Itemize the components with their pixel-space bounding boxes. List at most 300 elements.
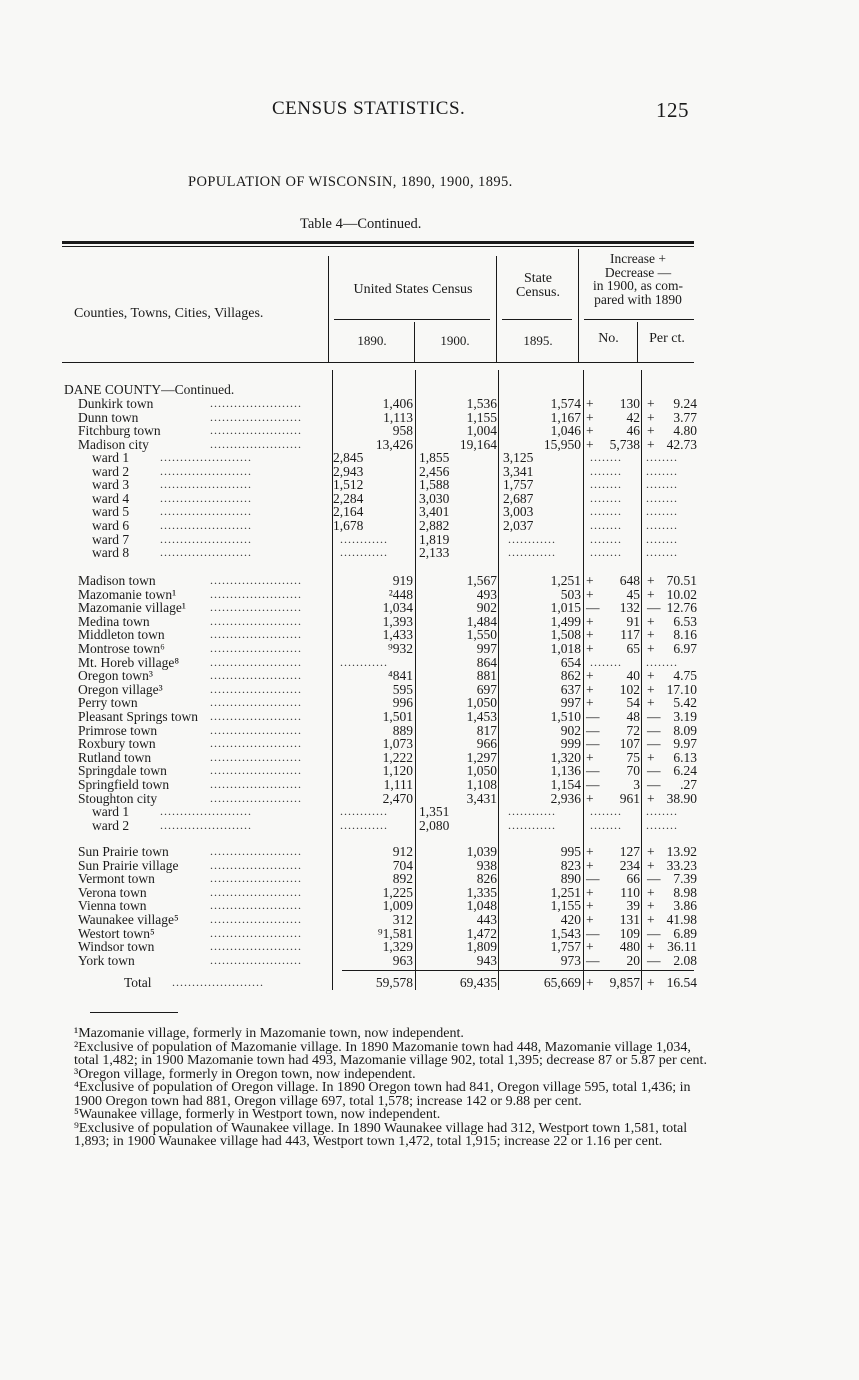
cell-1900: 1,453 <box>466 709 497 724</box>
cell-1890: 312 <box>392 912 413 927</box>
cell-1895: 1,757 <box>503 477 534 493</box>
blank-leader: ............ <box>508 817 556 832</box>
footnote: ³Oregon village, formerly in Oregon town, now independent. <box>74 1066 416 1082</box>
cell-no: 65 <box>626 641 640 656</box>
total-row <box>0 976 859 990</box>
cell-1895: 902 <box>560 722 581 738</box>
table-row <box>0 411 859 425</box>
cell-1900: 1,050 <box>466 695 497 711</box>
cell-1895: 1,018 <box>550 641 581 656</box>
cell-1895: 3,341 <box>503 463 534 479</box>
sign-no: + <box>586 695 594 711</box>
cell-pct: 2.08 <box>673 952 697 968</box>
row-name: Vienna town <box>78 898 147 914</box>
row-name: Verona town <box>78 884 147 900</box>
dot-leader: ....................... <box>210 898 302 913</box>
sign-no: + <box>586 396 594 411</box>
cell-1900: 1,039 <box>466 844 497 859</box>
cell-1895: 890 <box>560 871 581 887</box>
row-name: Dunn town <box>78 409 139 425</box>
cell-pct: 3.86 <box>673 898 697 914</box>
sign-no: + <box>586 668 594 684</box>
table-row <box>0 764 859 778</box>
col-header-1895: 1895. <box>523 333 553 348</box>
sign-no: + <box>586 898 594 914</box>
cell-1900: 2,080 <box>419 817 450 833</box>
cell-1890: ⁹932 <box>388 641 413 656</box>
cell-no: 648 <box>619 573 640 588</box>
sign-pct: + <box>647 912 655 927</box>
cell-no: 54 <box>626 695 640 711</box>
sign-no: + <box>586 857 594 873</box>
cell-1895: 1,320 <box>550 749 581 765</box>
cell-1900: 1,536 <box>466 396 497 411</box>
table-row <box>0 397 859 411</box>
dot-leader: ....................... <box>210 736 302 751</box>
table-row <box>0 899 859 913</box>
cell-1900: 493 <box>476 586 497 602</box>
sign-pct: + <box>647 423 655 439</box>
blank-leader: ........ <box>646 545 678 560</box>
row-name: Mazomanie town¹ <box>78 586 177 602</box>
cell-no: 72 <box>626 722 640 738</box>
row-name: Perry town <box>78 695 138 711</box>
cell-1895: 3,003 <box>503 504 534 520</box>
dot-leader: ....................... <box>210 722 302 737</box>
sign-no: + <box>586 613 594 629</box>
dot-leader: ....................... <box>210 573 302 587</box>
row-name: ward 1 <box>92 450 130 465</box>
dot-leader: ....................... <box>210 423 302 438</box>
cell-pct: 38.90 <box>666 790 697 806</box>
cell-no: 70 <box>626 763 640 779</box>
row-name: Windsor town <box>78 939 155 955</box>
cell-1900: 697 <box>476 681 497 697</box>
row-name: Middleton town <box>78 627 165 643</box>
sign-pct: + <box>647 749 655 765</box>
blank-leader: ........ <box>590 531 622 546</box>
cell-1890: 1,222 <box>382 749 413 765</box>
row-name: Oregon village³ <box>78 681 163 697</box>
cell-pct: 9.24 <box>673 396 697 411</box>
cell-pct: 13.92 <box>666 844 697 859</box>
cell-1900: 1,048 <box>466 898 497 914</box>
cell-pct: 8.98 <box>673 884 697 900</box>
row-name: ward 8 <box>92 545 130 561</box>
row-name: ward 1 <box>92 804 130 819</box>
row-name: ward 4 <box>92 490 130 506</box>
cell-1895: 862 <box>560 668 581 684</box>
table-row <box>0 588 859 602</box>
table-row <box>0 656 859 670</box>
cell-1890: 1,034 <box>382 600 413 616</box>
table-row <box>0 927 859 941</box>
cell-no: 9,857 <box>609 975 640 990</box>
table-row <box>0 778 859 792</box>
row-name: Madison city <box>78 436 149 452</box>
dot-leader: ....................... <box>210 925 302 940</box>
table-row <box>0 954 859 968</box>
cell-1895: 1,499 <box>550 613 581 629</box>
cell-no: 102 <box>619 681 640 697</box>
footnote: ⁴Exclusive of population of Oregon village. In 1890 Oregon town had 841, Oregon village 595, total 1,436; in 1900 Oregon town had 881, Oregon village 697, total 1,578; increase 142 or 9.88 per cent. <box>74 1080 691 1109</box>
cell-1890: 958 <box>392 423 413 439</box>
dot-leader: ....................... <box>210 695 302 710</box>
sign-no: + <box>586 939 594 955</box>
row-name: Vermont town <box>78 871 155 887</box>
cell-1895: 3,125 <box>503 450 534 465</box>
row-name: Rutland town <box>78 749 152 765</box>
blank-leader: ........ <box>646 463 678 478</box>
blank-leader: ............ <box>340 817 388 832</box>
cell-1890: ⁹1,581 <box>377 925 413 941</box>
cell-1890: ⁴841 <box>388 668 413 684</box>
cell-no: 75 <box>626 749 640 765</box>
table-row <box>0 451 859 465</box>
sign-pct: + <box>647 436 655 452</box>
cell-1900: 938 <box>476 857 497 873</box>
dot-leader: ....................... <box>210 668 302 683</box>
blank-leader: ........ <box>646 531 678 546</box>
cell-1890: 2,470 <box>382 790 413 806</box>
footnote: ²Exclusive of population of Mazomanie village. In 1890 Mazomanie town had 448, Mazomanie village 1,034, total 1,482; in 1900 Mazomanie town had 493, Mazomanie village 902, total 1,395; decrease 87 or 5.87 per cent. <box>74 1039 707 1068</box>
table-row <box>0 519 859 533</box>
cell-1900: 1,484 <box>466 613 497 629</box>
dot-leader: ....................... <box>210 396 302 410</box>
sign-no: — <box>586 600 600 616</box>
cell-1900: 1,472 <box>466 925 497 941</box>
table-row <box>0 845 859 859</box>
row-name: Stoughton city <box>78 790 158 806</box>
sign-no: + <box>586 573 594 588</box>
cell-pct: 5.42 <box>673 695 697 711</box>
footnote-rule <box>90 1012 178 1013</box>
dot-leader: ....................... <box>210 654 302 669</box>
dot-leader: ....................... <box>160 817 252 832</box>
sign-no: — <box>586 952 600 968</box>
dot-leader: ....................... <box>210 912 302 926</box>
cell-no: 5,738 <box>609 436 640 452</box>
cell-1895: 995 <box>560 844 581 859</box>
cell-pct: 6.13 <box>673 749 697 765</box>
dot-leader: ....................... <box>210 600 302 615</box>
cell-1900: 1,050 <box>466 763 497 779</box>
cell-pct: 4.75 <box>673 668 697 684</box>
dot-leader: ....................... <box>160 518 252 532</box>
blank-leader: ........ <box>590 817 622 832</box>
cell-no: 127 <box>619 844 640 859</box>
table-row <box>0 724 859 738</box>
table-title: POPULATION OF WISCONSIN, 1890, 1900, 1895. <box>188 174 513 190</box>
cell-pct: 6.89 <box>673 925 697 941</box>
table-top-rule-thin <box>62 246 694 247</box>
table-row <box>0 601 859 615</box>
cell-pct: 7.39 <box>673 871 697 887</box>
subheader-rule <box>584 319 694 320</box>
sign-no: + <box>586 627 594 643</box>
table-row <box>0 546 859 560</box>
cell-pct: 4.80 <box>673 423 697 439</box>
blank-leader: ........ <box>646 518 678 532</box>
cell-1890: 996 <box>392 695 413 711</box>
cell-1895: 65,669 <box>543 975 581 990</box>
blank-leader: ........ <box>590 518 622 532</box>
table-row <box>0 492 859 506</box>
cell-1900: 902 <box>476 600 497 616</box>
cell-1895: 2,037 <box>503 518 534 533</box>
cell-no: 107 <box>619 736 640 752</box>
blank-leader: ............ <box>340 804 388 818</box>
cell-1900: 3,401 <box>419 504 450 520</box>
cell-1900: 1,855 <box>419 450 450 465</box>
cell-no: 40 <box>626 668 640 684</box>
cell-1895: 1,136 <box>550 763 581 779</box>
cell-1890: 1,329 <box>382 939 413 955</box>
dot-leader: ....................... <box>210 844 302 858</box>
cell-no: 66 <box>626 871 640 887</box>
footnote: ⁹Exclusive of population of Waunakee village. In 1890 Waunakee village had 312, Westport town 1,581, total 1,893; in 1900 Waunakee village had 443, Westport town 1,472, total 1,915; increase 22 or 1.16 per cent. <box>74 1120 688 1149</box>
cell-1900: 1,297 <box>466 749 497 765</box>
dot-leader: ....................... <box>172 975 264 989</box>
cell-1890: 1,678 <box>333 518 364 533</box>
blank-leader: ........ <box>590 490 622 505</box>
table-row <box>0 872 859 886</box>
dot-leader: ....................... <box>160 545 252 560</box>
cell-1895: 2,936 <box>550 790 581 806</box>
cell-1890: 963 <box>392 952 413 968</box>
table-row <box>0 533 859 547</box>
blank-leader: ............ <box>508 531 556 546</box>
row-name: ward 7 <box>92 531 130 547</box>
cell-no: 234 <box>619 857 640 873</box>
sign-no: + <box>586 912 594 927</box>
blank-leader: ........ <box>646 817 678 832</box>
cell-1895: 997 <box>560 695 581 711</box>
sign-pct: + <box>647 409 655 425</box>
cell-no: 961 <box>619 790 640 806</box>
col-header-names: Counties, Towns, Cities, Villages. <box>74 306 264 321</box>
cell-1900: 2,882 <box>419 518 450 533</box>
cell-1890: 1,393 <box>382 613 413 629</box>
blank-leader: ............ <box>508 545 556 560</box>
dot-leader: ....................... <box>210 409 302 424</box>
sign-pct: + <box>647 884 655 900</box>
col-header-us-census: United States Census <box>353 282 473 297</box>
cell-1890: 1,501 <box>382 709 413 724</box>
table-row <box>0 628 859 642</box>
cell-pct: 10.02 <box>666 586 697 602</box>
sign-no: + <box>586 436 594 452</box>
table-row <box>0 424 859 438</box>
sign-pct: + <box>647 681 655 697</box>
blank-leader: ........ <box>646 490 678 505</box>
sign-pct: — <box>647 777 661 792</box>
cell-pct: 8.16 <box>673 627 697 643</box>
sign-pct: + <box>647 939 655 955</box>
blank-leader: ........ <box>646 804 678 818</box>
cell-1900: 943 <box>476 952 497 968</box>
dot-leader: ....................... <box>210 763 302 778</box>
row-name: Mt. Horeb village⁸ <box>78 654 180 670</box>
row-name: ward 2 <box>92 463 130 479</box>
table-row <box>0 574 859 588</box>
cell-1900: 1,351 <box>419 804 450 819</box>
cell-1900: 864 <box>476 654 497 670</box>
cell-1900: 3,431 <box>466 790 497 806</box>
col-header-1900: 1900. <box>440 333 470 348</box>
cell-pct: 17.10 <box>666 681 697 697</box>
footnote: ⁵Waunakee village, formerly in Westport town, now independent. <box>74 1107 441 1122</box>
row-name: Total <box>124 975 152 990</box>
row-name: Dunkirk town <box>78 396 154 411</box>
blank-leader: ........ <box>590 545 622 560</box>
cell-1890: 1,111 <box>383 777 413 792</box>
cell-pct: 36.11 <box>667 939 697 955</box>
row-name: Oregon town³ <box>78 668 153 684</box>
blank-leader: ........ <box>590 654 622 669</box>
cell-pct: 6.53 <box>673 613 697 629</box>
cell-no: 45 <box>626 586 640 602</box>
cell-1895: 973 <box>560 952 581 968</box>
table-row <box>0 683 859 697</box>
row-name: Westort town⁵ <box>78 925 155 941</box>
table-row <box>0 642 859 656</box>
cell-1900: 443 <box>476 912 497 927</box>
cell-1890: 1,073 <box>382 736 413 752</box>
sign-no: — <box>586 736 600 752</box>
row-name: Primrose town <box>78 722 158 738</box>
cell-1900: 1,108 <box>466 777 497 792</box>
row-name: Pleasant Springs town <box>78 709 198 724</box>
row-name: Mazomanie village¹ <box>78 600 186 616</box>
cell-1900: 1,819 <box>419 531 450 547</box>
blank-leader: ........ <box>590 477 622 492</box>
footnotes <box>74 1027 710 1149</box>
sign-pct: + <box>647 396 655 411</box>
row-name: ward 6 <box>92 518 130 533</box>
dot-leader: ....................... <box>210 627 302 642</box>
blank-leader: ........ <box>590 463 622 478</box>
cell-1890: 13,426 <box>375 436 413 452</box>
dot-leader: ....................... <box>210 613 302 628</box>
cell-no: 91 <box>626 613 640 629</box>
blank-leader: ........ <box>590 450 622 464</box>
blank-leader: ........ <box>646 504 678 519</box>
dot-leader: ....................... <box>160 450 252 464</box>
sign-no: — <box>586 871 600 887</box>
blank-leader: ........ <box>590 804 622 818</box>
header-bottom-rule <box>62 362 694 363</box>
dot-leader: ....................... <box>210 586 302 601</box>
sign-no: + <box>586 749 594 765</box>
dot-leader: ....................... <box>210 777 302 791</box>
row-name: Montrose town⁶ <box>78 641 165 656</box>
cell-pct: 6.97 <box>673 641 697 656</box>
sign-no: + <box>586 884 594 900</box>
sign-pct: — <box>647 709 661 724</box>
cell-1900: 817 <box>476 722 497 738</box>
subheader-rule <box>334 319 490 320</box>
dot-leader: ....................... <box>210 857 302 872</box>
cell-pct: 8.09 <box>673 722 697 738</box>
cell-no: 110 <box>620 884 640 900</box>
sign-no: + <box>586 423 594 439</box>
table-row <box>0 478 859 492</box>
cell-no: 3 <box>633 777 640 792</box>
row-name: Medina town <box>78 613 150 629</box>
sign-no: + <box>586 641 594 656</box>
dot-leader: ....................... <box>210 709 302 723</box>
cell-pct: 16.54 <box>666 975 697 990</box>
blank-leader: ........ <box>646 450 678 464</box>
sign-pct: — <box>647 736 661 752</box>
dot-leader: ....................... <box>160 531 252 546</box>
sign-pct: + <box>647 844 655 859</box>
table-row <box>0 940 859 954</box>
cell-1900: 19,164 <box>459 436 497 452</box>
cell-1890: 919 <box>392 573 413 588</box>
cell-1895: 1,251 <box>550 884 581 900</box>
cell-no: 132 <box>619 600 640 616</box>
table-row <box>0 913 859 927</box>
cell-1890: 59,578 <box>375 975 413 990</box>
table-row <box>0 886 859 900</box>
cell-1900: 1,155 <box>466 409 497 425</box>
dot-leader: ....................... <box>160 504 252 519</box>
cell-1895: 1,543 <box>550 925 581 941</box>
dot-leader: ....................... <box>160 490 252 505</box>
cell-no: 131 <box>619 912 640 927</box>
cell-no: 48 <box>626 709 640 724</box>
cell-1895: 1,015 <box>550 600 581 616</box>
sign-pct: + <box>647 695 655 711</box>
dot-leader: ....................... <box>210 641 302 655</box>
row-name: ward 3 <box>92 477 130 493</box>
sign-no: — <box>586 722 600 738</box>
cell-1895: 1,155 <box>550 898 581 914</box>
sign-no: + <box>586 790 594 806</box>
cell-1895: 1,167 <box>550 409 581 425</box>
dot-leader: ....................... <box>210 681 302 696</box>
cell-1900: 3,030 <box>419 490 450 506</box>
row-name: Waunakee village⁵ <box>78 912 179 927</box>
sign-no: + <box>586 586 594 602</box>
cell-no: 42 <box>626 409 640 425</box>
row-name: Roxbury town <box>78 736 156 752</box>
blank-leader: ........ <box>646 654 678 669</box>
sign-pct: + <box>647 627 655 643</box>
dot-leader: ....................... <box>160 463 252 478</box>
cell-1900: 1,004 <box>466 423 497 439</box>
cell-pct: 3.77 <box>673 409 697 425</box>
cell-pct: 9.97 <box>673 736 697 752</box>
sign-pct: + <box>647 573 655 588</box>
col-header-change: Increase + Decrease — in 1900, as com- pared with 1890 <box>593 251 683 307</box>
col-rule <box>328 256 329 362</box>
table-row <box>0 819 859 833</box>
row-name: Sun Prairie town <box>78 844 169 859</box>
cell-1895: 1,757 <box>550 939 581 955</box>
cell-1890: 1,009 <box>382 898 413 914</box>
cell-1890: 1,120 <box>382 763 413 779</box>
blank-leader: ............ <box>508 804 556 818</box>
cell-1890: 892 <box>392 871 413 887</box>
cell-1890: 1,113 <box>383 409 413 425</box>
dot-leader: ....................... <box>210 939 302 954</box>
blank-leader: ........ <box>646 477 678 492</box>
county-heading: DANE COUNTY—Continued. <box>64 382 235 397</box>
sign-pct: + <box>647 857 655 873</box>
